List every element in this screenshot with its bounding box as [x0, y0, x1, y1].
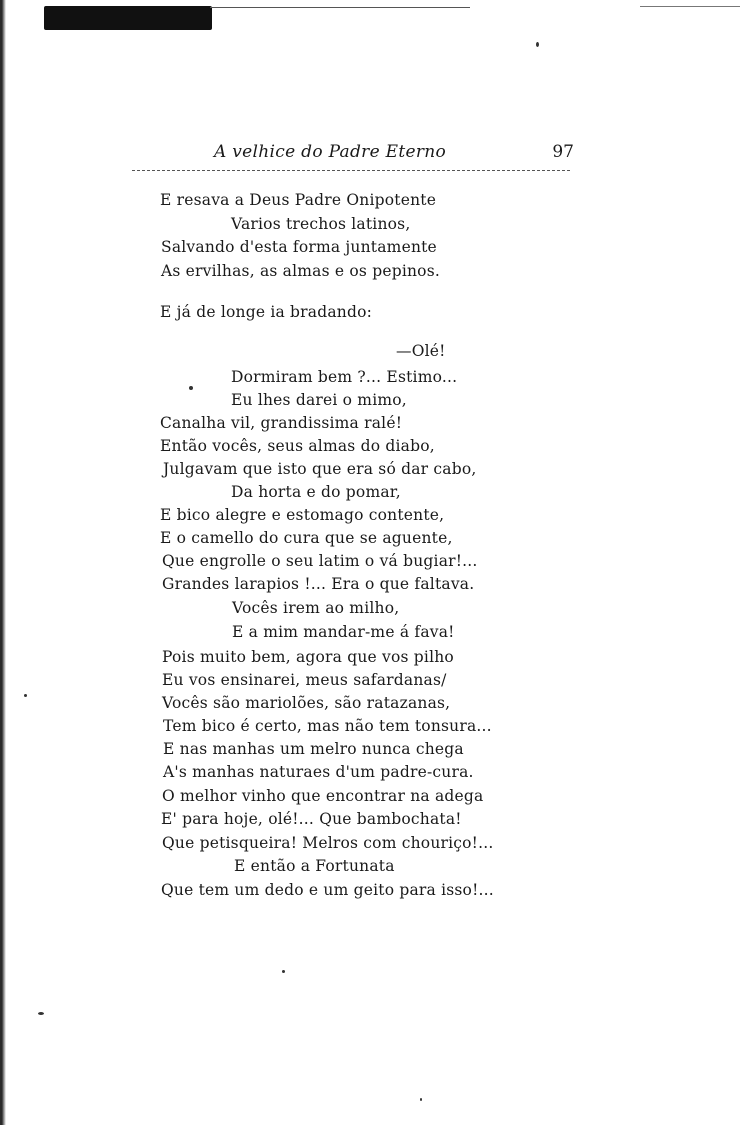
top-rule-right — [640, 6, 740, 7]
verse-line: E o camello do cura que se aguente, — [160, 529, 453, 547]
verse-line: E bico alegre e estomago contente, — [160, 506, 445, 524]
verse-line: E então a Fortunata — [234, 857, 395, 875]
top-rule — [210, 7, 470, 8]
verse-line: Que tem um dedo e um geito para isso!... — [161, 881, 494, 899]
verse-line: Julgavam que isto que era só dar cabo, — [163, 460, 477, 478]
header-rule — [132, 170, 570, 171]
page-left-edge — [0, 0, 6, 1125]
verse-line: A's manhas naturaes d'um padre-cura. — [163, 763, 474, 781]
running-head-title: A velhice do Padre Eterno — [214, 142, 447, 162]
verse-line: E resava a Deus Padre Onipotente — [160, 191, 437, 209]
ink-smudge — [44, 6, 212, 30]
verse-line: E a mim mandar-me á fava! — [232, 623, 455, 641]
page-number: 97 — [552, 142, 574, 162]
verse-line: Então vocês, seus almas do diabo, — [160, 437, 435, 455]
verse-line: E já de longe ia bradando: — [160, 303, 373, 321]
running-head — [130, 142, 580, 166]
verse-line: Vocês são mariolões, são ratazanas, — [162, 694, 451, 712]
speck — [38, 1012, 44, 1015]
verse-line: Grandes larapios !... Era o que faltava. — [162, 575, 475, 593]
speck — [189, 386, 193, 390]
verse-line: Varios trechos latinos, — [231, 215, 411, 233]
verse-line: E nas manhas um melro nunca chega — [163, 740, 464, 758]
verse-line: Dormiram bem ?... Estimo... — [231, 368, 458, 386]
verse-line: Eu lhes darei o mimo, — [231, 391, 407, 409]
speck — [24, 694, 27, 697]
verse-line: Que engrolle o seu latim o vá bugiar!... — [162, 552, 478, 570]
verse-line: O melhor vinho que encontrar na adega — [162, 787, 484, 805]
verse-line: Pois muito bem, agora que vos pilho — [162, 648, 454, 666]
verse-line: —Olé! — [396, 342, 446, 360]
speck — [420, 1098, 422, 1101]
verse-line: Que petisqueira! Melros com chouriço!... — [162, 834, 494, 852]
verse-line: Vocês irem ao milho, — [232, 599, 400, 617]
speck — [536, 42, 539, 47]
verse-line: Canalha vil, grandissima ralé! — [160, 414, 403, 432]
verse-line: As ervilhas, as almas e os pepinos. — [161, 262, 440, 280]
verse-line: Salvando d'esta forma juntamente — [161, 238, 437, 256]
speck — [282, 970, 285, 973]
verse-line: Eu vos ensinarei, meus safardanas/ — [162, 671, 447, 689]
verse-line: E' para hoje, olé!... Que bambochata! — [161, 810, 462, 828]
verse-line: Tem bico é certo, mas não tem tonsura... — [163, 717, 492, 735]
verse-line: Da horta e do pomar, — [231, 483, 401, 501]
